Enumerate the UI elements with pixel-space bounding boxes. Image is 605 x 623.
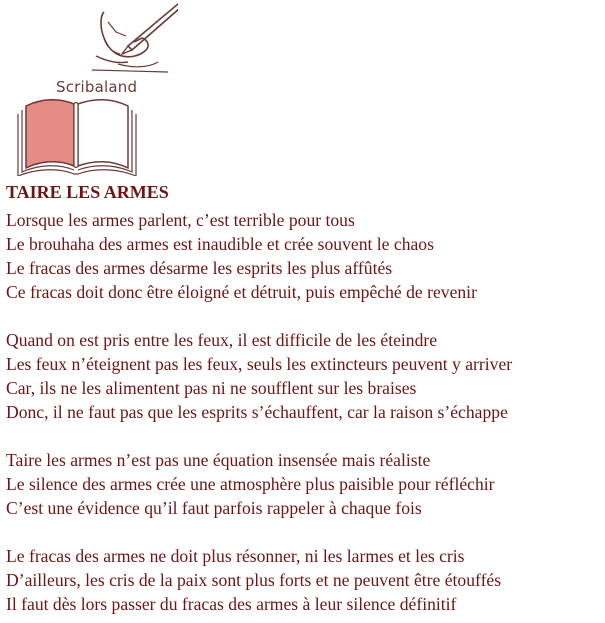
poem-line: Le brouhaha des armes est inaudible et crée souvent le chaos [6,234,434,254]
poem-line: Les feux n’éteignent pas les feux, seuls les extincteurs peuvent y arriver [6,354,513,374]
poem-line: Car, ils ne les alimentent pas ni ne soufflent sur les braises [6,378,417,398]
poem-line: Ce fracas doit donc être éloigné et détruit, puis empêché de revenir [6,282,477,302]
stanza-3 [6,448,602,520]
scribaland-logo [8,2,178,176]
poem-line: C’est une évidence qu’il faut parfois rappeler à chaque fois [6,498,422,518]
logo-wordmark: Scribaland [56,78,138,96]
poem-line: Le fracas des armes désarme les esprits les plus affûtés [6,258,393,278]
poem-line: Donc, il ne faut pas que les esprits s’échauffent, car la raison s’échappe [6,402,508,422]
poem-line: Le silence des armes crée une atmosphère plus paisible pour réfléchir [6,474,495,494]
poem-line: Taire les armes n’est pas une équation insensée mais réaliste [6,450,431,470]
poem-line: Lorsque les armes parlent, c’est terrible pour tous [6,210,355,230]
stanza-2 [6,328,602,424]
poem-line: Quand on est pris entre les feux, il est difficile de les éteindre [6,330,438,350]
poem-line: Le fracas des armes ne doit plus résonner, ni les larmes et les cris [6,546,465,566]
poem-line: Il faut dès lors passer du fracas des armes à leur silence définitif [6,594,457,614]
poem [6,180,602,616]
stanza-4 [6,544,602,616]
poem-title: TAIRE LES ARMES [6,182,169,202]
poem-line: D’ailleurs, les cris de la paix sont plus forts et ne peuvent être étouffés [6,570,502,590]
stanza-1 [6,208,602,304]
